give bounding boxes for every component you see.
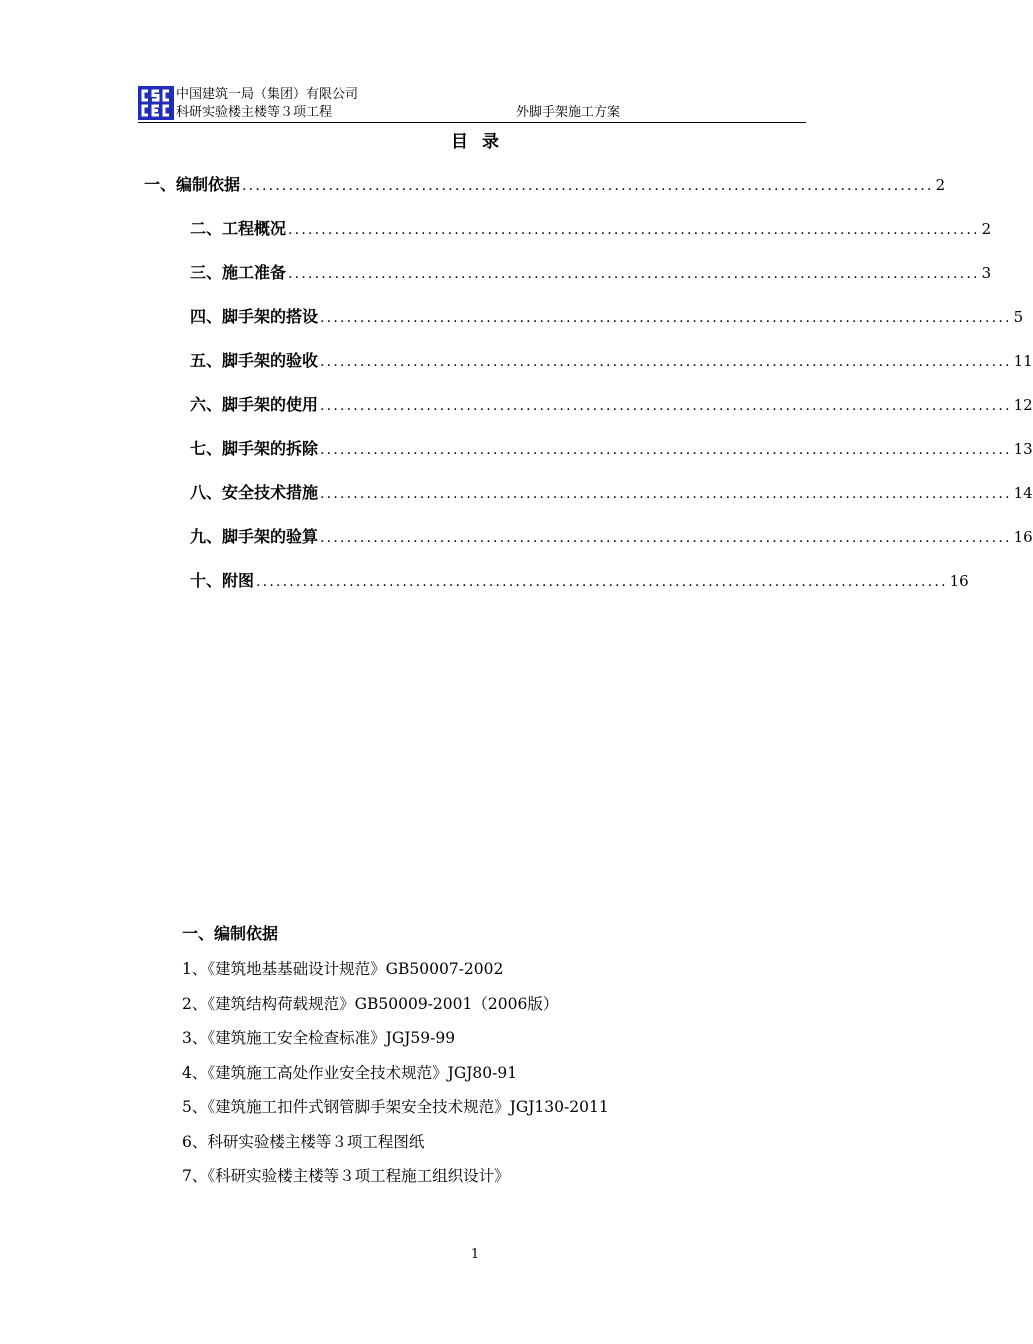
- list-item: 2、《建筑结构荷载规范》GB50009-2001（2006版）: [182, 994, 559, 1013]
- list-item: 1、《建筑地基基础设计规范》GB50007-2002: [182, 960, 504, 978]
- list-item: 7、《科研实验楼主楼等３项工程施工组织设计》: [182, 1167, 510, 1185]
- header-divider: [138, 122, 806, 123]
- list-item: 5、《建筑施工扣件式钢管脚手架安全技术规范》JGJ130-2011: [182, 1098, 609, 1116]
- list-item: 6、科研实验楼主楼等３项工程图纸: [182, 1132, 425, 1151]
- toc-entry-label: 六、脚手架的使用: [190, 395, 319, 414]
- toc-leader-dots: ........................................................................................................: [320, 442, 1012, 458]
- toc-entry-page: 5: [1013, 308, 1024, 326]
- toc-entry-4[interactable]: [190, 304, 1024, 330]
- toc-entry-page: 14: [1013, 484, 1033, 502]
- toc-entry-page: 11: [1013, 352, 1033, 370]
- toc-leader-dots: ........................................................................................................: [320, 486, 1012, 502]
- toc-entry-label: 七、脚手架的拆除: [190, 439, 319, 458]
- toc-entry-label: 三、施工准备: [190, 263, 287, 282]
- list-item: 4、《建筑施工高处作业安全技术规范》JGJ80-91: [182, 1063, 518, 1082]
- toc-entry-page: 13: [1013, 440, 1033, 458]
- toc-entry-label: 九、脚手架的验算: [190, 527, 319, 546]
- document-title: 外脚手架施工方案: [516, 105, 621, 120]
- page-header: [138, 86, 806, 124]
- toc-leader-dots: ........................................................................................................: [320, 354, 1012, 370]
- toc-entry-page: 2: [981, 220, 992, 238]
- toc-entry-6[interactable]: [190, 392, 1033, 418]
- toc-entry-5[interactable]: [190, 348, 1033, 374]
- cscec-logo-icon: [138, 86, 174, 120]
- toc-leader-dots: ........................................................................................................: [320, 398, 1012, 414]
- toc-entry-label: 二、工程概况: [190, 219, 287, 238]
- toc-entry-label: 十、附图: [190, 571, 255, 590]
- toc-entry-page: 12: [1013, 396, 1033, 414]
- company-name: 中国建筑一局（集团）有限公司: [176, 87, 359, 102]
- toc-entry-2[interactable]: [190, 216, 992, 242]
- toc-leader-dots: ........................................................................................................: [256, 574, 948, 590]
- toc-entry-label: 八、安全技术措施: [190, 483, 319, 502]
- section-heading: 一、编制依据: [182, 924, 279, 943]
- toc-leader-dots: ........................................................................................................: [288, 266, 980, 282]
- toc-entry-page: 16: [949, 572, 969, 590]
- toc-entry-10[interactable]: [190, 568, 969, 594]
- toc-entry-label: 四、脚手架的搭设: [190, 307, 319, 326]
- page-number: 1: [470, 1247, 480, 1262]
- project-name: 科研实验楼主楼等３项工程: [176, 105, 333, 120]
- toc-entry-8[interactable]: [190, 480, 1033, 506]
- toc-leader-dots: ........................................................................................................: [320, 530, 1012, 546]
- toc-entry-label: 五、脚手架的验收: [190, 351, 319, 370]
- toc-entry-page: 3: [981, 264, 992, 282]
- toc-entry-1[interactable]: [144, 172, 946, 198]
- toc-entry-7[interactable]: [190, 436, 1033, 462]
- reference-list: [182, 956, 609, 1198]
- toc-entry-9[interactable]: [190, 524, 1033, 550]
- toc-leader-dots: ........................................................................................................: [242, 178, 934, 194]
- toc-leader-dots: ........................................................................................................: [288, 222, 980, 238]
- toc-entry-3[interactable]: [190, 260, 992, 286]
- list-item: 3、《建筑施工安全检查标准》JGJ59-99: [182, 1029, 456, 1047]
- toc-entry-page: 16: [1013, 528, 1033, 546]
- toc-entry-page: 2: [935, 176, 946, 194]
- toc-leader-dots: ........................................................................................................: [320, 310, 1012, 326]
- toc-entry-label: 一、编制依据: [144, 175, 241, 194]
- toc-heading: 目录: [451, 132, 513, 152]
